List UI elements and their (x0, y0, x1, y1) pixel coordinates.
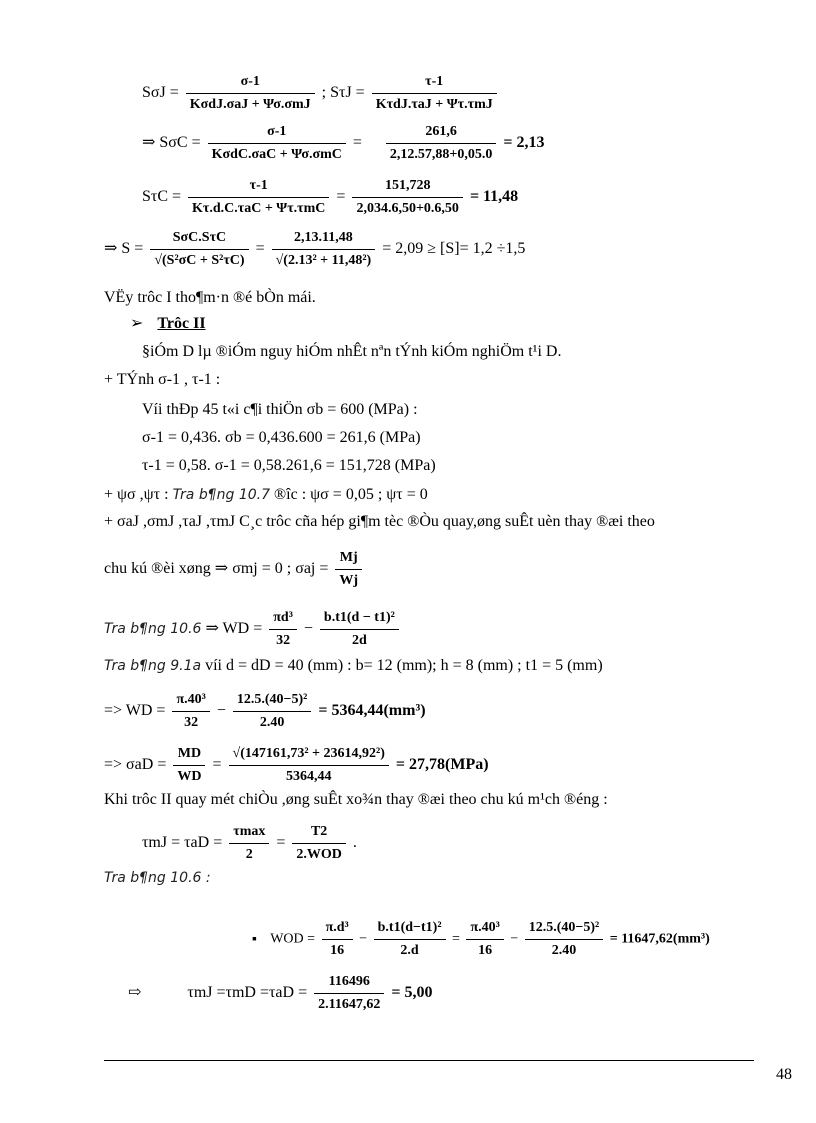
formula-lhs: SτC = (142, 188, 182, 206)
formula-equals: = (452, 931, 460, 947)
fraction-denominator: 2d (320, 629, 399, 651)
fraction (386, 122, 496, 165)
fraction-denominator: KτdJ.τaJ + Ψτ.τmJ (372, 93, 497, 115)
paragraph-torsion-cycle: Khi trôc II quay mét chiÒu ,øng suÊt xo¾n thay ®æi theo chu kú m¹ch ®éng : (104, 791, 608, 808)
fraction (269, 608, 297, 651)
fraction-denominator: √(S²σC + S²τC) (150, 249, 248, 271)
formula-lhs: ⇒ WD = (205, 620, 263, 638)
text-segment: + ψσ ,ψτ : (104, 486, 169, 503)
paragraph-stress-cycle: + σaJ ,σmJ ,τaJ ,τmJ C¸c trôc cña hép gi¶m tèc ®Òu quay,øng suÊt uèn thay ®æi theo (104, 513, 655, 530)
fraction (320, 608, 399, 651)
table-reference: Tra b¶ng 10.6 : (104, 870, 211, 886)
formula-minus: − (216, 702, 226, 720)
formula-result: = 2,09 ≥ [S]= 1,2 ÷1,5 (382, 240, 526, 258)
formula-lhs: τmJ =τmD =τaD = (187, 984, 308, 1002)
formula-tau-minus-one: τ-1 = 0,58. σ-1 = 0,58.261,6 = 151,728 (MPa) (142, 457, 436, 474)
table-reference: Tra b¶ng 9.1a (104, 658, 202, 674)
formula-tau-mj (142, 822, 357, 865)
fraction-denominator: KσdJ.σaJ + Ψσ.σmJ (186, 93, 315, 115)
formula-result: = 2,13 (503, 134, 545, 152)
fraction-denominator: 2.40 (233, 711, 312, 733)
fraction-numerator: b.t1(d−t1)² (377, 920, 442, 935)
paragraph-key-dimensions (104, 656, 603, 676)
formula-lhs: SσJ = (142, 84, 179, 102)
formula-equals: = (352, 134, 362, 152)
fraction-numerator: τ-1 (425, 74, 444, 89)
fraction-numerator: σ-1 (240, 74, 260, 89)
formula-s-sigma-c (142, 122, 544, 165)
formula-equals: = (336, 188, 346, 206)
paragraph-compute-limits: + TÝnh σ-1 , τ-1 : (104, 371, 221, 388)
fraction (188, 176, 329, 219)
fraction-numerator: τmax (233, 824, 266, 839)
fraction (374, 918, 446, 961)
fraction-denominator: 16 (322, 939, 353, 961)
formula-result: = 5364,44(mm³) (318, 702, 426, 720)
fraction (172, 690, 209, 733)
formula-sigma-minus-one: σ-1 = 0,436. σb = 0,436.600 = 261,6 (MPa) (142, 429, 421, 446)
fraction (186, 72, 315, 115)
fraction (272, 228, 376, 271)
fraction-numerator: Mj (339, 550, 358, 565)
paragraph-point-d: §iÓm D lµ ®iÓm nguy hiÓm nhÊt nªn tÝnh kiÓm nghiÖm t¹i D. (142, 343, 562, 360)
section-heading-text: Trôc II (157, 315, 206, 332)
formula-s-tau-c (142, 176, 518, 219)
text-segment: ®îc : ψσ = 0,05 ; ψτ = 0 (274, 486, 428, 503)
table-reference-10-6 (104, 868, 211, 888)
formula-result: = 11,48 (469, 188, 519, 206)
fraction-numerator: √(147161,73² + 23614,92²) (232, 746, 385, 761)
formula-separator: ; SτJ = (321, 84, 365, 102)
fraction-denominator: 5364,44 (229, 765, 389, 787)
fraction-denominator: 2.40 (525, 939, 604, 961)
formula-lhs: ⇒ SσC = (142, 134, 201, 152)
fraction (466, 918, 503, 961)
fraction-denominator: Wj (335, 569, 362, 591)
formula-symmetric-cycle (104, 548, 365, 591)
fraction-numerator: 12.5.(40−5)² (236, 692, 308, 707)
formula-wod (252, 918, 710, 961)
formula-lhs: τmJ = τaD = (142, 834, 223, 852)
fraction-denominator: 2.11647,62 (314, 993, 384, 1015)
formula-lhs: => WD = (104, 702, 166, 720)
fraction (322, 918, 353, 961)
formula-lhs: => σaD = (104, 756, 167, 774)
fraction-denominator: 2 (229, 843, 269, 865)
fraction-numerator: 151,728 (384, 178, 431, 193)
arrow-icon: ⇨ (128, 984, 142, 1002)
page-number: 48 (776, 1066, 792, 1083)
table-reference: Tra b¶ng 10.7 (172, 487, 270, 503)
fraction-denominator: 2,12.57,88+0,05.0 (386, 143, 496, 165)
formula-equals: = (276, 834, 286, 852)
formula-lhs: WOD = (270, 931, 316, 947)
formula-safety-factor-j (142, 72, 500, 115)
fraction (233, 690, 312, 733)
fraction-numerator: b.t1(d − t1)² (323, 610, 395, 625)
fraction-denominator: WD (173, 765, 205, 787)
formula-s-total (104, 228, 525, 271)
fraction-numerator: π.d³ (325, 920, 349, 935)
fraction (229, 744, 389, 787)
fraction (229, 822, 269, 865)
fraction (525, 918, 604, 961)
formula-equals: = (255, 240, 265, 258)
formula-sigma-ad (104, 744, 489, 787)
section-heading-shaft-ii (130, 314, 206, 334)
formula-section-modulus-wd (104, 608, 402, 651)
fraction-denominator: √(2.13² + 11,48²) (272, 249, 376, 271)
fraction (335, 548, 362, 591)
formula-minus: − (510, 931, 519, 947)
paragraph-conclusion: VËy trôc I tho¶m·n ®é bÒn mái. (104, 289, 316, 306)
fraction-numerator: SσC.SτC (172, 230, 227, 245)
fraction-numerator: 12.5.(40−5)² (528, 920, 600, 935)
formula-tau-final (128, 972, 432, 1015)
fraction (314, 972, 384, 1015)
fraction-numerator: T2 (310, 824, 328, 839)
text-segment: chu kú ®èi xøng ⇒ σmj = 0 ; σaj = (104, 560, 329, 578)
paragraph-steel-45: Víi thÐp 45 t«i c¶i thiÖn σb = 600 (MPa) : (142, 401, 418, 418)
fraction-numerator: τ-1 (249, 178, 268, 193)
fraction-numerator: 116496 (328, 974, 370, 989)
fraction (150, 228, 248, 271)
paragraph-psi-coefficients (104, 485, 428, 505)
fraction-denominator: 2,034.6,50+0.6,50 (352, 197, 462, 219)
fraction-denominator: 2.d (374, 939, 446, 961)
fraction-numerator: π.40³ (470, 920, 500, 935)
text-segment: víi d = dD = 40 (mm) : b= 12 (mm); h = 8 (mm) ; t1 = 5 (mm) (205, 657, 603, 674)
formula-minus: − (303, 620, 313, 638)
fraction-denominator: 32 (269, 629, 297, 651)
footer-divider (104, 1060, 754, 1061)
fraction-numerator: 2,13.11,48 (294, 230, 353, 245)
fraction-numerator: πd³ (273, 610, 293, 625)
fraction-denominator: KσdC.σaC + Ψσ.σmC (208, 143, 346, 165)
formula-lhs: ⇒ S = (104, 240, 144, 258)
table-reference: Tra b¶ng 10.6 (104, 621, 202, 638)
fraction-denominator: 2.WOD (292, 843, 346, 865)
bullet-icon: ▪ (252, 931, 257, 947)
fraction (208, 122, 346, 165)
formula-result: = 11647,62(mm³) (609, 931, 710, 947)
fraction (352, 176, 462, 219)
arrow-bullet-icon: ➢ (130, 315, 144, 332)
formula-minus: − (359, 931, 368, 947)
formula-result: = 5,00 (391, 984, 433, 1002)
fraction-denominator: 16 (466, 939, 503, 961)
fraction-numerator: π.40³ (176, 692, 206, 707)
formula-wd-value (104, 690, 426, 733)
formula-result: = 27,78(MPa) (395, 756, 489, 774)
fraction (372, 72, 497, 115)
fraction-denominator: Kτ.d.C.τaC + Ψτ.τmC (188, 197, 329, 219)
fraction-numerator: MD (177, 746, 202, 761)
fraction-denominator: 32 (172, 711, 209, 733)
fraction-numerator: 261,6 (425, 124, 457, 139)
formula-equals: = (212, 756, 222, 774)
fraction (292, 822, 346, 865)
fraction-numerator: σ-1 (267, 124, 287, 139)
formula-end: . (352, 834, 357, 852)
fraction (173, 744, 205, 787)
